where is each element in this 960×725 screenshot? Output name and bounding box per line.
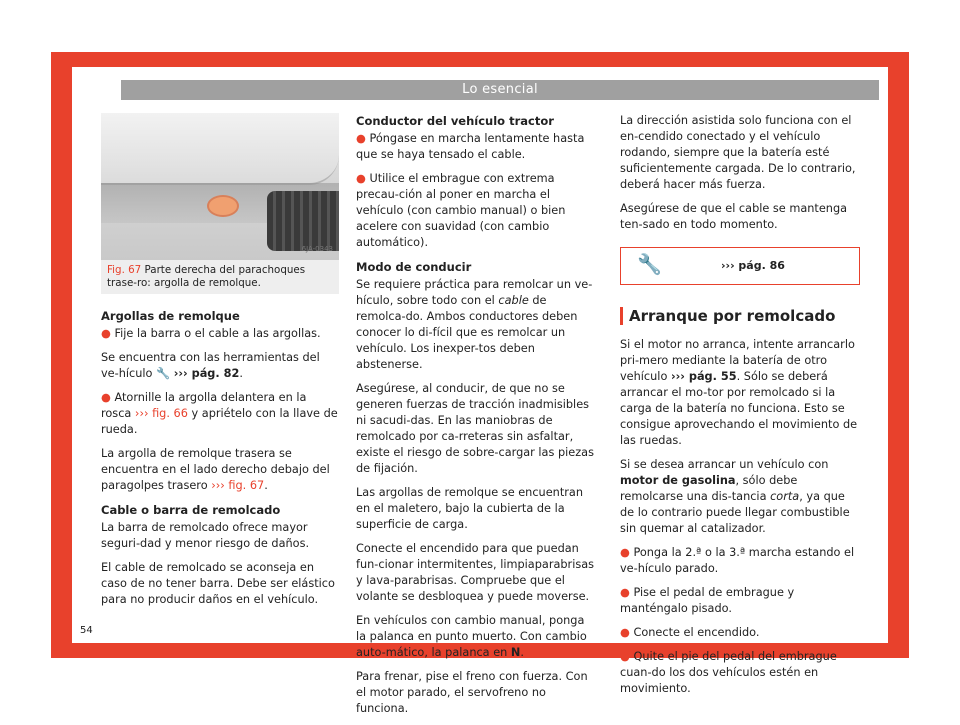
heading-conductor: Conductor del vehículo tractor — [356, 114, 554, 128]
paragraph: Para frenar, pise el freno con fuerza. Con el motor parado, el servofreno no funciona. — [356, 670, 588, 715]
bumper-shape — [101, 113, 339, 185]
bullet-text: Quite el pie del pedal del embrague cuan-do los dos vehículos estén en movimiento. — [620, 650, 837, 695]
paragraph: La barra de remolcado ofrece mayor seguri-dad y menor riesgo de daños. — [101, 521, 310, 550]
manual-page — [72, 67, 888, 715]
bullet-item — [620, 625, 860, 641]
paragraph: Las argollas de remolque se encuentran en el maletero, bajo la cubierta de la superficie de carga. — [356, 486, 583, 531]
bullet-dot-icon: ● — [356, 132, 366, 145]
page-ref-link[interactable]: ››› pág. 55 — [670, 370, 737, 383]
heading-arranque: Arranque por remolcado — [620, 307, 860, 325]
bullet-dot-icon: ● — [620, 650, 630, 663]
bullet-text: Ponga la 2.ª o la 3.ª marcha estando el ve-hículo parado. — [620, 546, 855, 575]
italic-text: cable — [498, 294, 529, 307]
paragraph-text: Se requiere práctica para remolcar un ve-hículo, sobre todo con el — [356, 278, 593, 307]
bullet-dot-icon: ● — [620, 546, 630, 559]
bullet-item — [101, 326, 339, 342]
paragraph-text: Si se desea arrancar un vehículo con — [620, 458, 829, 471]
bullet-text: Conecte el encendido. — [633, 626, 760, 639]
bullet-dot-icon: ● — [101, 391, 111, 404]
bullet-text: Utilice el embrague con extrema precau-ción al poner en marcha el vehículo (con cambio manual) o bien acelere con suavidad (con cambio automático). — [356, 172, 566, 249]
page-frame — [51, 52, 909, 715]
bullet-dot-icon: ● — [356, 172, 366, 185]
paragraph: Se encuentra con las herramientas del ve-hículo 🔧 ››› pág. 82. — [101, 351, 320, 380]
paragraph: Asegúrese, al conducir, de que no se generen fuerzas de tracción inadmisibles ni sacudi-das. En las maniobras de remolcado por ca-rreteras sin asfaltar, existe el riesgo de sobre-cargar las piezas de fijación. — [356, 382, 594, 475]
heading-cable: Cable o barra de remolcado — [101, 503, 281, 517]
fig-ref-link[interactable]: ››› fig. 67 — [211, 479, 265, 492]
tow-hook-shape — [207, 195, 239, 217]
paragraph-text: La argolla de remolque trasera se encuentra en el lado derecho debajo del paragolpes trasero — [101, 447, 330, 492]
bullet-item — [620, 545, 860, 577]
paragraph: Asegúrese de que el cable se mantenga ten-sado en todo momento. — [620, 202, 848, 231]
page-number: 54 — [80, 625, 93, 636]
figure-image — [101, 113, 339, 260]
paragraph-text: En vehículos con cambio manual, ponga la palanca en punto muerto. Con cambio auto-mático, la palanca en — [356, 614, 587, 659]
italic-text: corta — [770, 490, 800, 503]
paragraph-text: de remolca-do. Ambos conductores deben conocer lo di-fícil que es remolcar un vehículo. Los inexper-tos deben abstenerse. — [356, 294, 578, 371]
paragraph — [356, 277, 596, 373]
paragraph: La argolla de remolque trasera se encuentra en el lado derecho debajo del paragolpes trasero ››› fig. 67. — [101, 447, 330, 492]
bullet-dot-icon: ● — [620, 586, 630, 599]
figure-caption-text: Parte derecha del parachoques trase-ro: argolla de remolque. — [107, 264, 306, 289]
paragraph — [620, 457, 860, 537]
tool-icon: 🔧 — [156, 367, 171, 380]
bold-text: N — [510, 646, 521, 659]
page-ref-link[interactable]: ››› pág. 82 — [173, 367, 240, 380]
figure-number: Fig. 67 — [107, 264, 142, 276]
bullet-text: Atornille la argolla delantera en la rosca — [101, 391, 307, 420]
bullet-text: Fije la barra o el cable a las argollas. — [114, 327, 321, 340]
paragraph-text: Se encuentra con las herramientas del ve-hículo — [101, 351, 320, 380]
paragraph: La dirección asistida solo funciona con el en-cendido conectado y el vehículo rodando, siempre que la batería esté suficientemente cargada. De lo contrario, deberá hacer más fuerza. — [620, 114, 856, 191]
paragraph-text: , sólo debe remolcarse una dis-tancia — [620, 474, 798, 503]
bullet-item — [356, 171, 596, 251]
figure-caption — [101, 260, 339, 294]
column-1 — [101, 113, 339, 616]
bold-text: motor de gasolina — [620, 474, 736, 487]
column-3 — [620, 113, 860, 705]
bullet-text: y apriételo con la llave de rueda. — [101, 407, 338, 436]
paragraph-text: Si el motor no arranca, intente arrancarlo pri-mero mediante la batería de otro vehículo — [620, 338, 855, 383]
tool-icon: 🔧 — [637, 252, 662, 276]
bullet-dot-icon: ● — [620, 626, 630, 639]
bullet-item — [101, 390, 339, 438]
bullet-item — [620, 585, 860, 617]
figure-id: 6JA-0343 — [301, 245, 333, 253]
paragraph-text: , ya que de lo contrario puede llegar combustible sin quemar al catalizador. — [620, 490, 850, 535]
paragraph — [620, 337, 860, 449]
paragraph: Conecte el encendido para que puedan fun-cionar intermitentes, limpiaparabrisas y lava-parabrisas. Compruebe que el volante se desbloquea y puede moverse. — [356, 542, 595, 603]
bullet-item — [620, 649, 860, 697]
paragraph: El cable de remolcado se aconseja en caso de no tener barra. Debe ser elástico para no producir daños en el vehículo. — [101, 561, 335, 606]
heading-argollas: Argollas de remolque — [101, 309, 240, 323]
note-page-ref[interactable]: ››› pág. 86 — [721, 259, 785, 272]
paragraph: En vehículos con cambio manual, ponga la palanca en punto muerto. Con cambio auto-mático, la palanca en N. — [356, 614, 587, 659]
bullet-text: Pise el pedal de embrague y manténgalo pisado. — [620, 586, 795, 615]
section-header: Lo esencial — [121, 80, 879, 100]
paragraph-text: . Sólo se deberá arrancar el mo-tor por remolcado si la carga de la batería no funciona. Esto se consigue aprovechando el movimiento de las ruedas. — [620, 370, 858, 447]
note-box — [620, 247, 860, 285]
heading-modo: Modo de conducir — [356, 260, 472, 274]
column-2 — [356, 113, 596, 725]
bullet-text: Póngase en marcha lentamente hasta que se haya tensado el cable. — [356, 132, 585, 161]
bullet-dot-icon: ● — [101, 327, 111, 340]
bullet-item — [356, 131, 596, 163]
fig-ref-link[interactable]: ››› fig. 66 — [134, 407, 188, 420]
